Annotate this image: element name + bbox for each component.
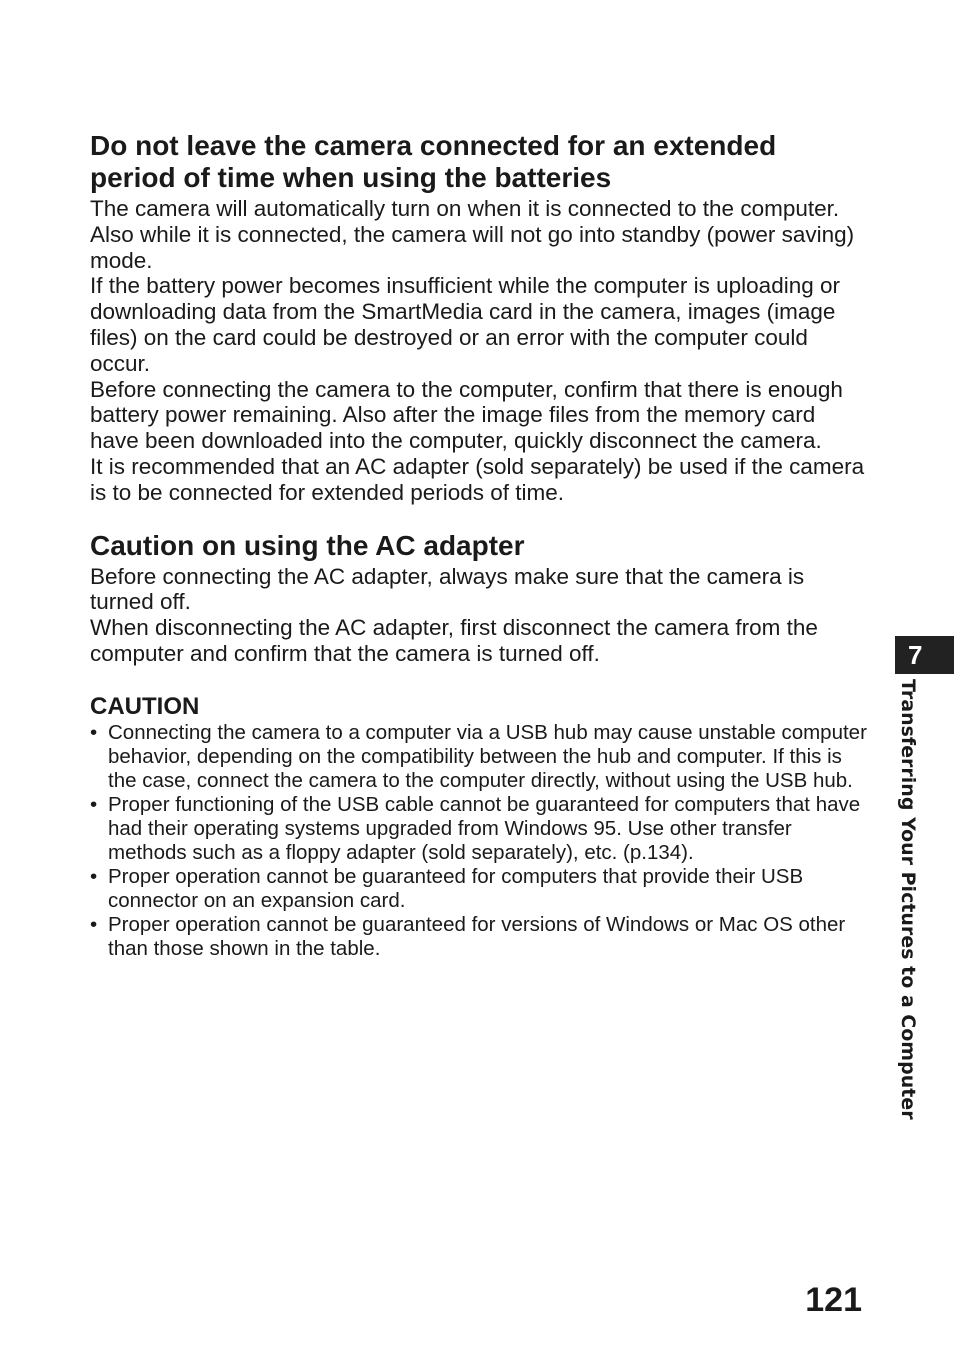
battery-paragraph-3: Before connecting the camera to the computer, confirm that there is enough battery power remaining. Also after the image files from the memory card have been downloaded into the computer, quickly disconnect the camera.	[90, 376, 843, 454]
battery-heading-line-2: period of time when using the batteries	[90, 162, 612, 193]
page-number: 121	[805, 1281, 862, 1319]
battery-paragraph-1: The camera will automatically turn on when it is connected to the computer. Also while it is connected, the camera will not go into standby (power saving) mode.	[90, 196, 855, 273]
bullet-icon: •	[90, 864, 98, 888]
page-content	[90, 130, 870, 961]
bullet-icon: •	[90, 912, 98, 936]
caution-title: CAUTION	[90, 692, 200, 720]
caution-item-text: Connecting the camera to a computer via a USB hub may cause unstable computer behavior, depending on the compatibility between the hub and computer. If this is the case, connect the camera to the computer directly, without using the USB hub.	[108, 720, 867, 792]
ac-adapter-paragraph-1: Before connecting the AC adapter, always make sure that the camera is turned off.	[90, 563, 805, 615]
caution-list	[90, 721, 870, 961]
caution-item-text: Proper operation cannot be guaranteed for computers that provide their USB connector on an expansion card.	[108, 864, 804, 912]
battery-section	[90, 130, 870, 506]
bullet-icon: •	[90, 792, 98, 816]
chapter-title-vertical: Transferring Your Pictures to a Computer	[897, 679, 919, 1120]
bullet-icon: •	[90, 720, 98, 744]
battery-paragraph-4: It is recommended that an AC adapter (sold separately) be used if the camera is to be connected for extended periods of time.	[90, 453, 865, 505]
caution-item-text: Proper operation cannot be guaranteed for versions of Windows or Mac OS other than those shown in the table.	[108, 912, 846, 960]
caution-item	[90, 865, 870, 913]
battery-paragraph-2: If the battery power becomes insufficient while the computer is uploading or downloading data from the SmartMedia card in the camera, images (image files) on the card could be destroyed or an error with the computer could occur.	[90, 273, 840, 376]
battery-section-heading	[90, 130, 870, 194]
chapter-number-tab: 7	[895, 636, 954, 674]
ac-adapter-section	[90, 530, 870, 667]
ac-adapter-paragraph-2: When disconnecting the AC adapter, first disconnect the camera from the computer and confirm that the camera is turned off.	[90, 615, 818, 666]
caution-item	[90, 913, 870, 961]
caution-item	[90, 793, 870, 865]
caution-item-text: Proper functioning of the USB cable cannot be guaranteed for computers that have had their operating systems upgraded from Windows 95. Use other transfer methods such as a floppy adapter (sold separately), etc. (p.134).	[108, 792, 861, 864]
caution-section	[90, 693, 870, 961]
caution-item	[90, 721, 870, 793]
battery-heading-line-1: Do not leave the camera connected for an extended	[90, 130, 777, 161]
ac-adapter-heading: Caution on using the AC adapter	[90, 529, 525, 561]
